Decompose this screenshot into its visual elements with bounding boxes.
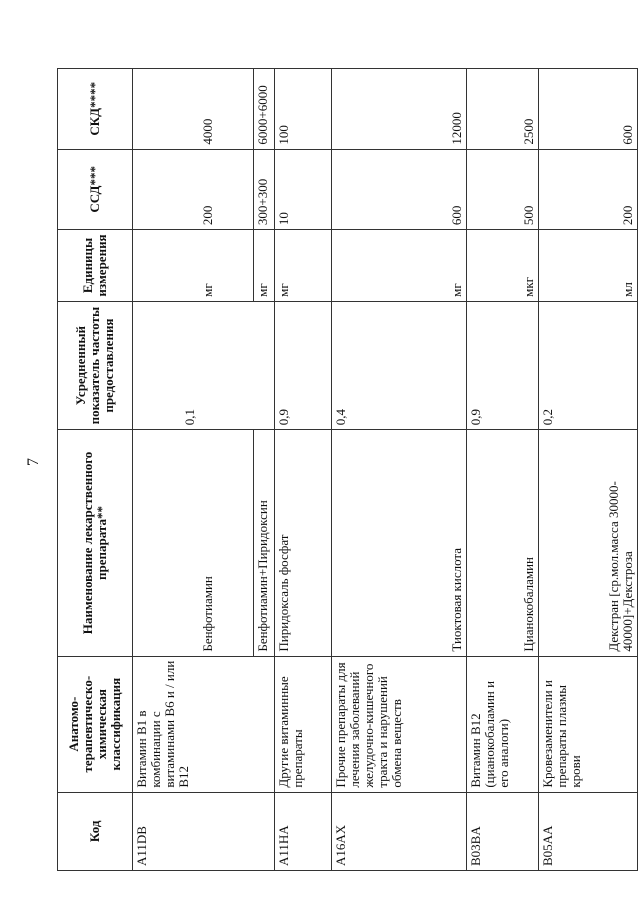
cell-frequency: 0,9 [275,301,332,429]
cell-ssd-item: 200 [200,205,215,226]
cell-ssd: 200 [539,149,638,230]
cell-atc: Витамин B12 (цианокобаламин и его аналоги) [467,656,539,792]
cell-name: Пиридоксаль фосфат [275,430,332,656]
cell-skd: 100 [275,69,332,150]
cell-ssd-item: 300+300 [253,150,274,230]
cell-unit: мг [275,230,332,302]
drug-table [57,68,638,871]
cell-skd [133,69,275,150]
cell-atc: Другие витаминные препараты [275,656,332,792]
cell-frequency: 0,2 [539,301,638,429]
cell-skd: 600 [539,69,638,150]
cell-name-item: Бенфотиамин+Пиридоксин [253,430,274,655]
cell-atc: Кровезаменители и препараты плазмы крови [539,656,638,792]
cell-name-item: Бенфотиамин [200,576,215,652]
cell-code: B05AA [539,792,638,870]
cell-code: B03BA [467,792,539,870]
cell-code: A11DB [133,792,275,870]
cell-ssd [133,149,275,230]
cell-atc: Витамин B1 в комбинации с витаминами B6 и / или B12 [133,656,275,792]
header-name: Наименование лекарственного препарата** [58,430,133,656]
cell-ssd: 600 [332,149,467,230]
cell-name: Декстран [ср.мол.масса 30000-40000]+Декстроза [539,430,638,656]
cell-atc: Прочие препараты для лечения заболеваний желудочно-кишечного тракта и нарушений обмена веществ [332,656,467,792]
cell-skd-item: 6000+6000 [253,69,274,149]
table-row [467,69,539,871]
cell-unit: мг [332,230,467,302]
cell-unit-item: мг [253,230,274,301]
table-row [539,69,638,871]
cell-unit: мкг [467,230,539,302]
cell-frequency: 0,4 [332,301,467,429]
cell-frequency: 0,9 [467,301,539,429]
table-row [332,69,467,871]
cell-frequency: 0,1 [133,301,275,429]
header-atc: Анатомо-терапевтическо-химическая классификация [58,656,133,792]
cell-skd-item: 4000 [200,118,215,145]
header-skd: СКД**** [58,69,133,150]
cell-unit-item: мг [200,283,215,297]
table-row [275,69,332,871]
cell-unit: мл [539,230,638,302]
cell-name: Тиоктовая кислота [332,430,467,656]
table-row [133,69,275,871]
cell-unit [133,230,275,302]
cell-name: Цианокобаламин [467,430,539,656]
cell-ssd: 10 [275,149,332,230]
cell-ssd: 500 [467,149,539,230]
page-number: 7 [25,458,42,466]
header-unit: Единицы измерения [58,230,133,302]
cell-code: A16AX [332,792,467,870]
header-frequency: Усредненный показатель частоты предоставления [58,301,133,429]
cell-code: A11HA [275,792,332,870]
cell-skd: 12000 [332,69,467,150]
table-header-row [58,69,133,871]
cell-skd: 2500 [467,69,539,150]
cell-name [133,430,275,656]
drug-table-container [57,68,635,871]
header-ssd: ССД*** [58,149,133,230]
header-code: Код [58,792,133,870]
